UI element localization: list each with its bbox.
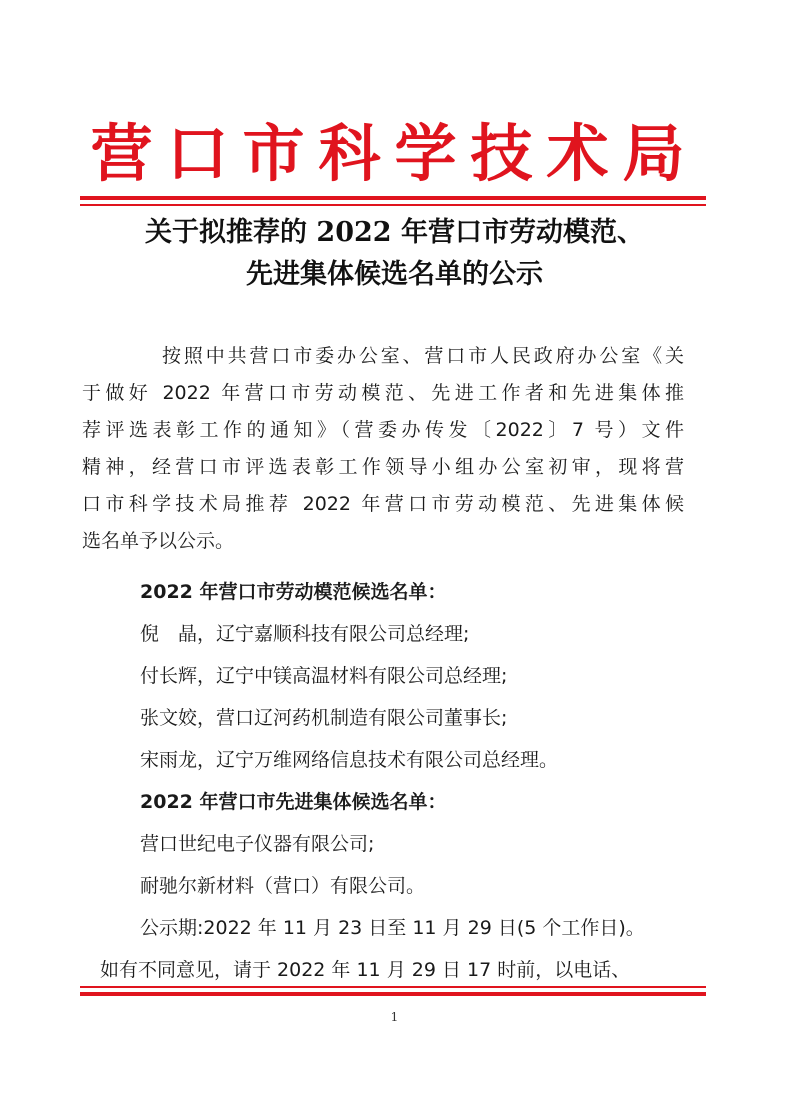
title-line-2: 先进集体候选名单的公示 [246,259,543,290]
list-item: 营口世纪电子仪器有限公司; [140,833,375,855]
masthead-rule-thin [80,204,706,206]
intro-line: 荐评选表彰工作的通知》（营委办传发〔2022〕7 号）文件 [82,419,684,441]
masthead: 营口市科学技术局 [90,117,699,190]
list-item: 倪 晶，辽宁嘉顺科技有限公司总经理; [140,623,470,645]
intro-paragraph [82,338,684,560]
model-workers-heading: 2022 年营口市劳动模范候选名单： [140,581,447,603]
collectives-heading: 2022 年营口市先进集体候选名单： [140,791,447,813]
intro-line: 于做好 2022 年营口市劳动模范、先进工作者和先进集体推 [82,382,684,404]
list-item: 张文姣，营口辽河药机制造有限公司董事长; [140,707,508,729]
list-item: 耐驰尔新材料（营口）有限公司。 [140,875,426,897]
intro-line: 按照中共营口市委办公室、营口市人民政府办公室《关 [162,345,684,367]
page-number: 1 [390,1010,399,1024]
document-title [0,212,789,296]
intro-line: 精神，经营口市评选表彰工作领导小组办公室初审，现将营 [82,456,684,478]
notice-line-2: 如有不同意见，请于 2022 年 11 月 29 日 17 时前，以电话、 [100,959,631,981]
intro-line: 选名单予以公示。 [82,530,235,552]
notice-line-1: 公示期:2022 年 11 月 23 日至 11 月 29 日(5 个工作日)。 [140,917,645,939]
footer-rule-thick [80,992,706,996]
footer-rule-thin [80,986,706,988]
title-line-1: 关于拟推荐的 2022 年营口市劳动模范、 [145,217,644,248]
list-item: 付长辉，辽宁中镁高温材料有限公司总经理; [140,665,508,687]
list-item: 宋雨龙，辽宁万维网络信息技术有限公司总经理。 [140,749,559,771]
masthead-rule-thick [80,196,706,200]
intro-line: 口市科学技术局推荐 2022 年营口市劳动模范、先进集体候 [82,493,684,515]
